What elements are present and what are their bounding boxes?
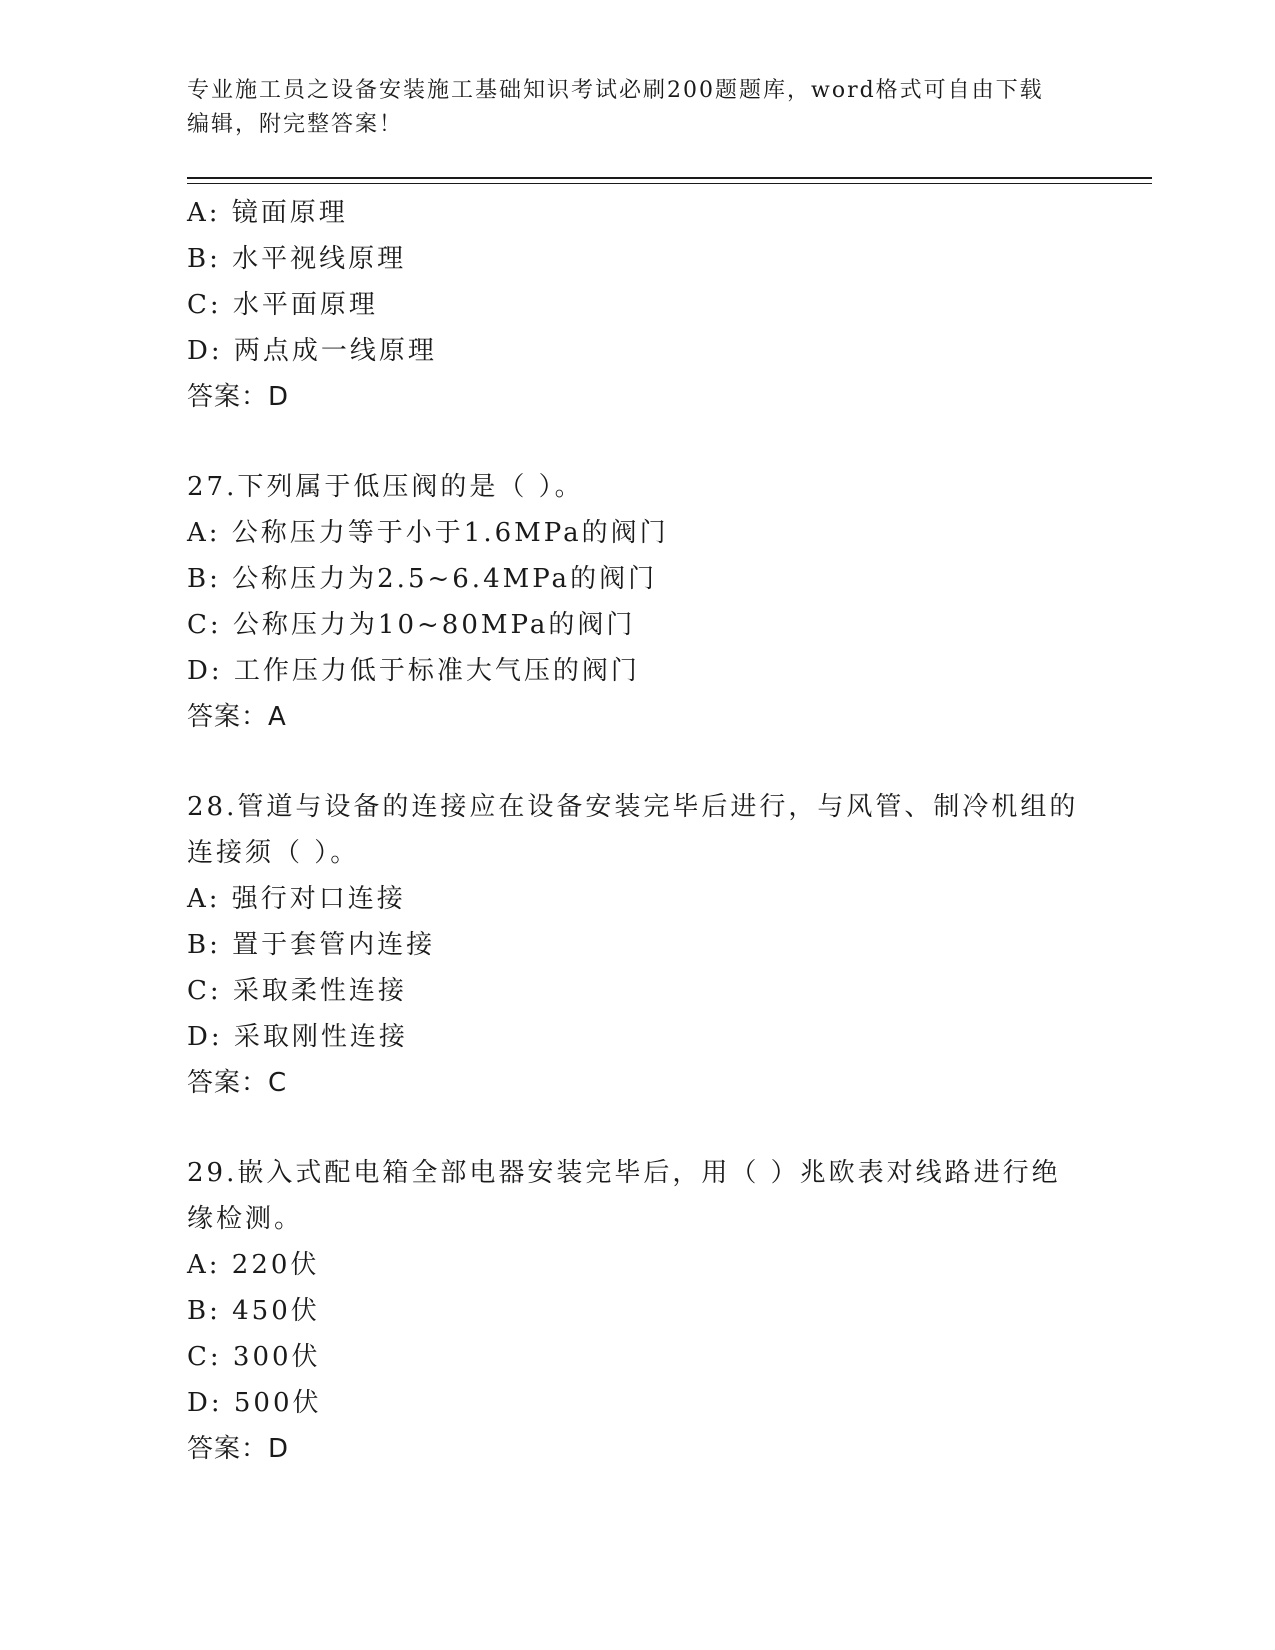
option-b: B: 公称压力为2.5~6.4MPa的阀门 [187, 564, 658, 594]
question-block-26 [187, 190, 1087, 420]
answer-line: 答案：A [187, 702, 287, 732]
option-a: A: 公称压力等于小于1.6MPa的阀门 [187, 518, 669, 548]
question-stem: 29.嵌入式配电箱全部电器安装完毕后，用（ ）兆欧表对线路进行绝 [187, 1158, 1061, 1188]
option-d: D: 工作压力低于标准大气压的阀门 [187, 656, 640, 686]
option-d: D: 500伏 [187, 1388, 322, 1418]
option-b: B: 水平视线原理 [187, 244, 407, 274]
header-title-line-2: 编辑，附完整答案！ [187, 112, 404, 137]
spacer [187, 1106, 1087, 1150]
question-stem: 27.下列属于低压阀的是（ ）。 [187, 472, 584, 502]
option-b: B: 450伏 [187, 1296, 320, 1326]
question-stem-continued: 连接须（ ）。 [187, 838, 360, 868]
header-divider [187, 177, 1152, 179]
option-b: B: 置于套管内连接 [187, 930, 436, 960]
spacer [187, 420, 1087, 464]
answer-line: 答案：D [187, 382, 290, 412]
answer-line: 答案：C [187, 1068, 288, 1098]
question-block-28 [187, 784, 1087, 1106]
spacer [187, 740, 1087, 784]
option-a: A: 220伏 [187, 1250, 320, 1280]
option-c: C: 采取柔性连接 [187, 976, 407, 1006]
option-c: C: 300伏 [187, 1342, 321, 1372]
option-d: D: 采取刚性连接 [187, 1022, 408, 1052]
option-a: A: 镜面原理 [187, 198, 348, 228]
question-stem: 28.管道与设备的连接应在设备安装完毕后进行，与风管、制冷机组的 [187, 792, 1079, 822]
question-block-27 [187, 464, 1087, 740]
option-c: C: 公称压力为10~80MPa的阀门 [187, 610, 636, 640]
question-stem-continued: 缘检测。 [187, 1204, 304, 1234]
option-c: C: 水平面原理 [187, 290, 378, 320]
question-block-29 [187, 1150, 1087, 1472]
option-a: A: 强行对口连接 [187, 884, 406, 914]
option-d: D: 两点成一线原理 [187, 336, 437, 366]
answer-line: 答案：D [187, 1434, 290, 1464]
question-list [187, 190, 1087, 1472]
header-divider-thin [187, 183, 1152, 184]
header-title-line-1: 专业施工员之设备安装施工基础知识考试必刷200题题库，word格式可自由下载 [187, 78, 1044, 103]
document-header [187, 74, 1087, 142]
